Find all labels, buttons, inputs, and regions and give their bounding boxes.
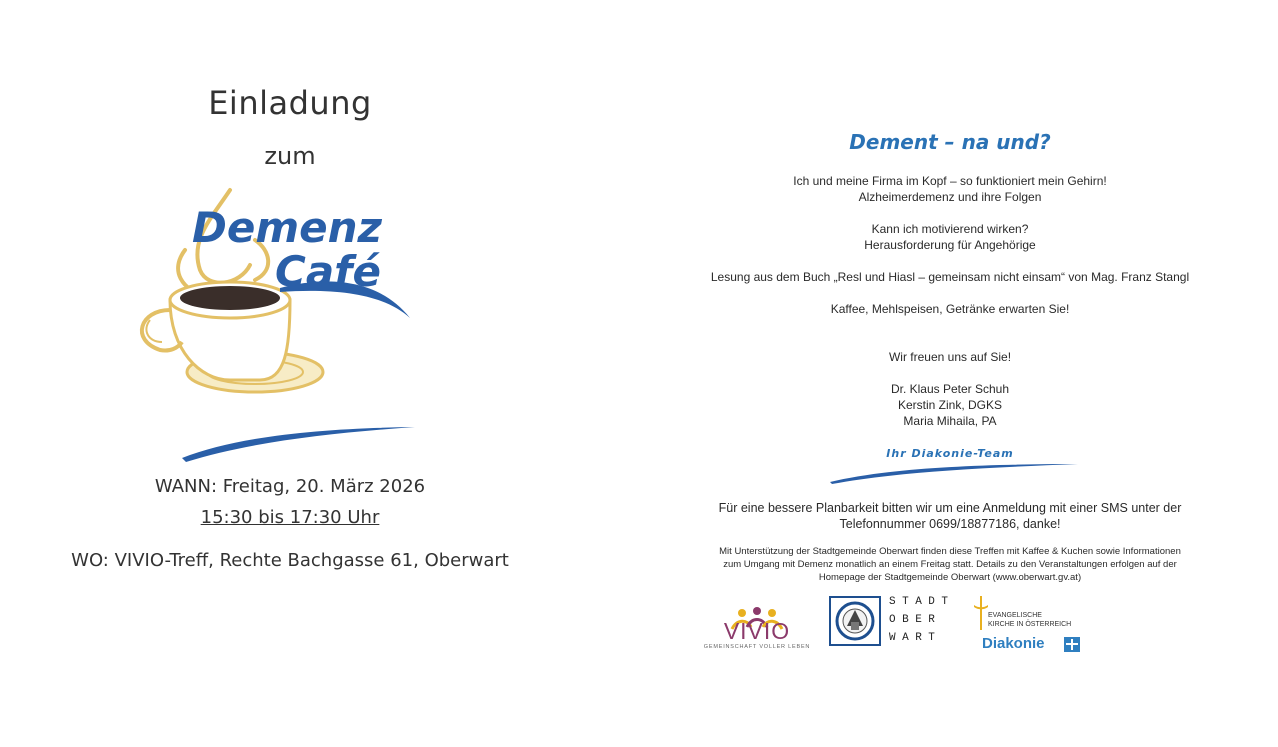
demenz-cafe-logo bbox=[130, 180, 430, 470]
logo-word-demenz: Demenz bbox=[192, 203, 382, 252]
greeting: Wir freuen uns auf Sie! bbox=[888, 350, 1012, 364]
cross-icon bbox=[974, 596, 988, 630]
coffee-cup-icon bbox=[142, 282, 323, 392]
oberwart-crest-icon bbox=[829, 596, 881, 646]
ev-line-1: EVANGELISCHE bbox=[988, 612, 1042, 619]
diakonie-logo-text: Diakonie bbox=[982, 635, 1045, 652]
logo-word-cafe: Café bbox=[275, 247, 381, 296]
program-heading: Dement – na und? bbox=[849, 130, 1051, 154]
oberwart-text-row-1: STADT bbox=[889, 596, 955, 608]
event-location: WO: VIVIO-Treff, Rechte Bachgasse 61, Oberwart bbox=[71, 550, 509, 571]
program-line-3: Kann ich motivierend wirken? bbox=[871, 222, 1029, 236]
program-line-6: Kaffee, Mehlspeisen, Getränke erwarten Sie! bbox=[830, 302, 1070, 316]
evangelische-kirche-text bbox=[988, 611, 1098, 629]
event-date: WANN: Freitag, 20. März 2026 bbox=[154, 476, 426, 497]
registration-line-1: Für eine bessere Planbarkeit bitten wir um eine Anmeldung mit einer SMS unter der bbox=[718, 501, 1182, 515]
logo-swoosh-bottom bbox=[182, 427, 415, 462]
oberwart-text-row-3: WART bbox=[889, 632, 942, 644]
support-line-3: Homepage der Stadtgemeinde Oberwart (www.oberwart.gv.at) bbox=[818, 572, 1082, 583]
support-line-2: zum Umgang mit Demenz monatlich an einem Freitag statt. Details zu den Veranstaltungen erfolgen auf der bbox=[723, 559, 1177, 570]
oberwart-text-row-2: OBER bbox=[889, 614, 942, 626]
signer-3: Maria Mihaila, PA bbox=[903, 414, 997, 428]
team-label: Ihr Diakonie-Team bbox=[886, 447, 1014, 460]
event-time: 15:30 bis 17:30 Uhr bbox=[200, 507, 380, 528]
vivio-tagline: GEMEINSCHAFT VOLLER LEBEN bbox=[703, 644, 811, 650]
ev-line-2: KIRCHE IN ÖSTERREICH bbox=[988, 621, 1072, 628]
invitation-title: Einladung bbox=[208, 84, 372, 122]
program-line-1: Ich und meine Firma im Kopf – so funktioniert mein Gehirn! bbox=[793, 174, 1107, 188]
program-line-2: Alzheimerdemenz und ihre Folgen bbox=[858, 190, 1042, 204]
support-line-1: Mit Unterstützung der Stadtgemeinde Oberwart finden diese Treffen mit Kaffee & Kuchen sowie Informationen bbox=[719, 546, 1181, 557]
program-line-5: Lesung aus dem Buch „Resl und Hiasl – gemeinsam nicht einsam“ von Mag. Franz Stangl bbox=[710, 270, 1190, 284]
program-line-4: Herausforderung für Angehörige bbox=[864, 238, 1036, 252]
registration-line-2: Telefonnummer 0699/18877186, danke! bbox=[839, 517, 1061, 531]
signer-2: Kerstin Zink, DGKS bbox=[897, 398, 1003, 412]
vivio-logo-text: VIVIO bbox=[723, 618, 791, 644]
team-swoosh bbox=[828, 458, 1080, 484]
diakonie-cross-icon bbox=[1064, 637, 1080, 652]
invitation-subtitle: zum bbox=[264, 142, 316, 170]
signer-1: Dr. Klaus Peter Schuh bbox=[890, 382, 1010, 396]
